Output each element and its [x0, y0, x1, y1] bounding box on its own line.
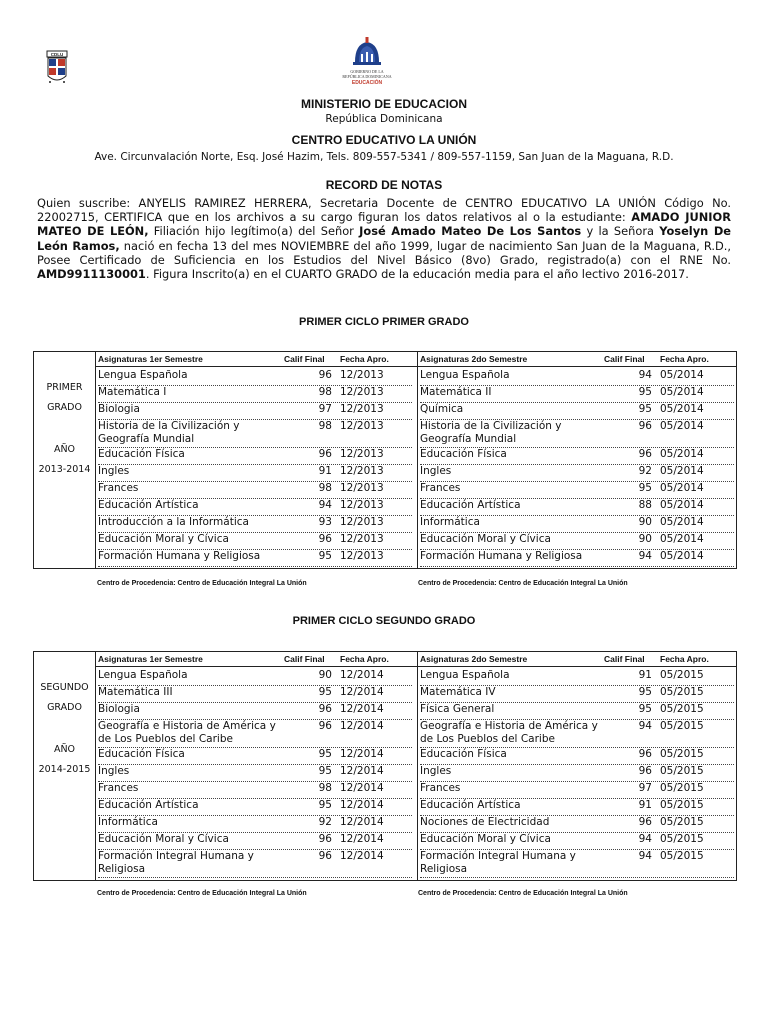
- table-row: [98, 419, 412, 448]
- final-grade: 94: [638, 720, 652, 732]
- approval-date: 05/2015: [660, 799, 704, 811]
- subject-name: Educación Artística: [420, 499, 521, 511]
- subject-name: Formación Humana y Religiosa: [98, 550, 261, 562]
- grade-label-ano: AÑO: [53, 444, 76, 455]
- subject-name: Lengua Española: [98, 369, 188, 381]
- table-row: [420, 385, 734, 403]
- final-grade: 92: [638, 465, 652, 477]
- table-row: [420, 481, 734, 499]
- subject-name: Frances: [98, 782, 139, 794]
- table-row: [98, 719, 412, 748]
- government-seal: [331, 36, 403, 90]
- school-name: CENTRO EDUCATIVO LA UNIÓN: [291, 133, 477, 147]
- grade-label-ano: AÑO: [53, 744, 76, 755]
- subject-name: Educación Moral y Cívica: [98, 833, 229, 845]
- subject-name: Matemática I: [98, 386, 167, 398]
- document-title: RECORD DE NOTAS: [325, 178, 443, 192]
- subject-name: Lengua Española: [98, 669, 188, 681]
- final-grade: 95: [318, 550, 332, 562]
- final-grade: 94: [318, 499, 332, 511]
- approval-date: 05/2014: [660, 465, 704, 477]
- school-address: Ave. Circunvalación Norte, Esq. José Hazim, Tels. 809-557-5341 / 809-557-1159, San Juan de la Maguana, R.D.: [94, 151, 674, 163]
- subject-name: Frances: [420, 782, 461, 794]
- subject-name: Formación Humana y Religiosa: [420, 550, 583, 562]
- semester-divider: [417, 652, 418, 880]
- table-row: [420, 549, 734, 567]
- cert-part-3: y la Señora: [581, 224, 660, 239]
- subject-name: Historia de la Civilización y Geografía Mundial: [420, 420, 562, 445]
- table-row: [420, 668, 734, 686]
- subject-name: Ingles: [420, 765, 452, 777]
- subject-name: Formación Integral Humana y Religiosa: [98, 850, 254, 875]
- header-subjects-sem1: Asignaturas 1er Semestre: [98, 654, 203, 664]
- approval-date: 05/2014: [660, 448, 704, 460]
- final-grade: 95: [318, 799, 332, 811]
- ministry-title: MINISTERIO DE EDUCACION: [300, 97, 467, 111]
- seal-line-2: REPÚBLICA DOMINICANA: [342, 73, 392, 79]
- approval-date: 12/2014: [340, 833, 384, 845]
- student-name: AMADO JUNIOR MATEO DE LEÓN,: [37, 210, 731, 239]
- header-underline: [95, 666, 736, 667]
- grade2-procedencia-1: Centro de Procedencia: Centro de Educación Integral La Unión: [97, 890, 307, 897]
- grade1-procedencia-2: Centro de Procedencia: Centro de Educación Integral La Unión: [418, 580, 628, 587]
- final-grade: 98: [318, 782, 332, 794]
- seal-line-3: EDUCACIÓN: [351, 80, 383, 86]
- subject-name: Educación Moral y Cívica: [420, 533, 551, 545]
- final-grade: 95: [638, 386, 652, 398]
- final-grade: 94: [638, 850, 652, 862]
- header-subjects-sem2: Asignaturas 2do Semestre: [420, 354, 528, 364]
- approval-date: 05/2015: [660, 748, 704, 760]
- subject-name: Educación Física: [98, 748, 185, 760]
- final-grade: 96: [318, 369, 332, 381]
- final-grade: 90: [638, 533, 652, 545]
- final-grade: 96: [638, 816, 652, 828]
- subject-name: Lengua Española: [420, 369, 510, 381]
- final-grade: 96: [318, 720, 332, 732]
- approval-date: 05/2015: [660, 686, 704, 698]
- final-grade: 98: [318, 420, 332, 432]
- grade2-table: [33, 651, 737, 881]
- subject-name: Biologia: [98, 703, 140, 715]
- table-row: [98, 764, 412, 782]
- subject-name: Educación Artística: [98, 799, 199, 811]
- approval-date: 12/2013: [340, 369, 384, 381]
- approval-date: 12/2014: [340, 720, 384, 732]
- grade-label-years: 2013-2014: [38, 464, 91, 475]
- table-row: [420, 447, 734, 465]
- header-subjects-sem2: Asignaturas 2do Semestre: [420, 654, 528, 664]
- table-row: [98, 798, 412, 816]
- approval-date: 12/2014: [340, 748, 384, 760]
- subject-name: Matemática II: [420, 386, 492, 398]
- table-row: [420, 702, 734, 720]
- table-row: [420, 832, 734, 850]
- final-grade: 96: [638, 420, 652, 432]
- approval-date: 12/2014: [340, 703, 384, 715]
- table-row: [98, 685, 412, 703]
- approval-date: 12/2013: [340, 386, 384, 398]
- table-row: [98, 832, 412, 850]
- table-row: [420, 685, 734, 703]
- table-row: [98, 532, 412, 550]
- approval-date: 05/2015: [660, 850, 704, 862]
- grade-label-years: 2014-2015: [38, 764, 91, 775]
- table-row: [98, 368, 412, 386]
- approval-date: 12/2014: [340, 816, 384, 828]
- seal-line-1: GOBIERNO DE LA: [350, 69, 384, 74]
- approval-date: 05/2014: [660, 403, 704, 415]
- table-row: [98, 815, 412, 833]
- final-grade: 98: [318, 482, 332, 494]
- header-fecha-sem2: Fecha Apro.: [660, 354, 709, 364]
- table-row: [98, 402, 412, 420]
- approval-date: 05/2014: [660, 516, 704, 528]
- subject-name: Ingles: [98, 765, 130, 777]
- approval-date: 05/2014: [660, 386, 704, 398]
- subject-name: Lengua Española: [420, 669, 510, 681]
- cert-part-4: nació en fecha 13 del mes NOVIEMBRE del año 1999, lugar de nacimiento San Juan de la Maguana, R.D., Posee Certificado de Suficiencia en los Estudios del Nivel Básico (8vo) Grado, registrado(a) con el RNE No.: [37, 238, 731, 267]
- subject-name: Formación Integral Humana y Religiosa: [420, 850, 576, 875]
- table-row: [98, 747, 412, 765]
- subject-name: Ingles: [98, 465, 130, 477]
- approval-date: 12/2013: [340, 420, 384, 432]
- approval-date: 12/2014: [340, 782, 384, 794]
- table-row: [98, 447, 412, 465]
- approval-date: 05/2015: [660, 720, 704, 732]
- subject-name: Educación Moral y Cívica: [98, 533, 229, 545]
- approval-date: 05/2014: [660, 369, 704, 381]
- approval-date: 12/2014: [340, 850, 384, 862]
- certificate-text: [37, 196, 731, 281]
- header-subjects-sem1: Asignaturas 1er Semestre: [98, 354, 203, 364]
- subject-name: Matemática III: [98, 686, 173, 698]
- final-grade: 95: [318, 686, 332, 698]
- table-row: [420, 368, 734, 386]
- final-grade: 95: [318, 765, 332, 777]
- final-grade: 96: [318, 833, 332, 845]
- approval-date: 05/2014: [660, 482, 704, 494]
- table-row: [98, 849, 412, 878]
- table-row: [420, 849, 734, 878]
- table-row: [98, 464, 412, 482]
- approval-date: 12/2013: [340, 516, 384, 528]
- table-row: [420, 419, 734, 448]
- grade-label-grade1: PRIMER: [46, 382, 83, 393]
- grade2-title: PRIMER CICLO SEGUNDO GRADO: [292, 615, 476, 627]
- approval-date: 05/2014: [660, 420, 704, 432]
- mother-name: Yoselyn De León Ramos,: [37, 224, 732, 253]
- table-row: [420, 747, 734, 765]
- cert-part-5: . Figura Inscrito(a) en el CUARTO GRADO de la educación media para el año lectivo 2016-2017.: [145, 267, 689, 282]
- table-row: [420, 515, 734, 533]
- header-calif-sem2: Calif Final: [604, 654, 645, 664]
- header-fecha-sem1: Fecha Apro.: [340, 654, 389, 664]
- cert-part-2: Filiación hijo legítimo(a) del Señor: [148, 224, 360, 239]
- school-logo-text: CDLU: [50, 52, 64, 57]
- approval-date: 12/2013: [340, 465, 384, 477]
- subject-name: Geografía e Historia de América y de Los Pueblos del Caribe: [98, 720, 276, 745]
- final-grade: 97: [318, 403, 332, 415]
- subject-name: Frances: [420, 482, 461, 494]
- table-row: [420, 781, 734, 799]
- approval-date: 05/2015: [660, 765, 704, 777]
- final-grade: 94: [638, 369, 652, 381]
- grade-label-grade1: SEGUNDO: [40, 682, 89, 693]
- final-grade: 96: [318, 850, 332, 862]
- subject-name: Nociones de Electricidad: [420, 816, 550, 828]
- table-row: [420, 798, 734, 816]
- table-row: [98, 385, 412, 403]
- header-fecha-sem2: Fecha Apro.: [660, 654, 709, 664]
- table-row: [420, 764, 734, 782]
- approval-date: 12/2013: [340, 403, 384, 415]
- approval-date: 05/2015: [660, 669, 704, 681]
- final-grade: 95: [318, 748, 332, 760]
- rne-number: AMD9911130001: [37, 267, 146, 282]
- final-grade: 97: [638, 782, 652, 794]
- header-calif-sem2: Calif Final: [604, 354, 645, 364]
- subject-name: Educación Moral y Cívica: [420, 833, 551, 845]
- grade-label-grade2: GRADO: [47, 402, 82, 413]
- final-grade: 96: [638, 748, 652, 760]
- subject-name: Educación Artística: [98, 499, 199, 511]
- table-row: [98, 702, 412, 720]
- header-calif-sem1: Calif Final: [284, 354, 325, 364]
- final-grade: 96: [318, 448, 332, 460]
- approval-date: 05/2014: [660, 499, 704, 511]
- father-name: José Amado Mateo De Los Santos: [359, 224, 582, 239]
- final-grade: 95: [638, 403, 652, 415]
- school-logo: [46, 50, 68, 86]
- final-grade: 94: [638, 833, 652, 845]
- final-grade: 91: [638, 669, 652, 681]
- header-calif-sem1: Calif Final: [284, 654, 325, 664]
- approval-date: 05/2015: [660, 703, 704, 715]
- final-grade: 96: [638, 765, 652, 777]
- approval-date: 12/2013: [340, 550, 384, 562]
- final-grade: 94: [638, 550, 652, 562]
- table-row: [98, 481, 412, 499]
- final-grade: 92: [318, 816, 332, 828]
- subject-name: Química: [420, 403, 464, 415]
- approval-date: 12/2013: [340, 533, 384, 545]
- table-row: [420, 498, 734, 516]
- grade-label-column: [34, 652, 96, 880]
- final-grade: 96: [318, 533, 332, 545]
- table-row: [98, 515, 412, 533]
- subject-name: Educación Física: [420, 448, 507, 460]
- table-row: [98, 781, 412, 799]
- subject-name: Física General: [420, 703, 495, 715]
- approval-date: 05/2015: [660, 782, 704, 794]
- approval-date: 12/2013: [340, 448, 384, 460]
- grade-label-column: [34, 352, 96, 568]
- subject-name: Frances: [98, 482, 139, 494]
- approval-date: 05/2014: [660, 550, 704, 562]
- subject-name: Ingles: [420, 465, 452, 477]
- dome-icon: [347, 36, 387, 66]
- grade1-procedencia-1: Centro de Procedencia: Centro de Educación Integral La Unión: [97, 580, 307, 587]
- header-fecha-sem1: Fecha Apro.: [340, 354, 389, 364]
- header-underline: [95, 366, 736, 367]
- final-grade: 93: [318, 516, 332, 528]
- subject-name: Biologia: [98, 403, 140, 415]
- approval-date: 12/2014: [340, 765, 384, 777]
- table-row: [420, 464, 734, 482]
- final-grade: 95: [638, 482, 652, 494]
- table-row: [98, 549, 412, 567]
- subject-name: Educación Física: [98, 448, 185, 460]
- subject-name: Geografía e Historia de América y de Los Pueblos del Caribe: [420, 720, 598, 745]
- grade2-procedencia-2: Centro de Procedencia: Centro de Educación Integral La Unión: [418, 890, 628, 897]
- country-name: República Dominicana: [325, 113, 443, 125]
- approval-date: 05/2014: [660, 533, 704, 545]
- table-row: [98, 668, 412, 686]
- subject-name: Matemática IV: [420, 686, 496, 698]
- subject-name: Introducción a la Informática: [98, 516, 249, 528]
- approval-date: 12/2013: [340, 499, 384, 511]
- grade1-table: [33, 351, 737, 569]
- final-grade: 96: [638, 448, 652, 460]
- semester-divider: [417, 352, 418, 568]
- subject-name: Informática: [420, 516, 480, 528]
- final-grade: 95: [638, 703, 652, 715]
- approval-date: 12/2014: [340, 799, 384, 811]
- grade-label-grade2: GRADO: [47, 702, 82, 713]
- final-grade: 88: [638, 499, 652, 511]
- final-grade: 91: [318, 465, 332, 477]
- approval-date: 05/2015: [660, 816, 704, 828]
- table-row: [98, 498, 412, 516]
- subject-name: Educación Física: [420, 748, 507, 760]
- final-grade: 90: [318, 669, 332, 681]
- final-grade: 95: [638, 686, 652, 698]
- cert-part-1: Quien suscribe: ANYELIS RAMIREZ HERRERA, Secretaria Docente de CENTRO EDUCATIVO LA UNIÓN Código No. 22002715, CERTIFICA que en los archivos a su cargo figuran los datos relativos al o la estudiante:: [37, 196, 731, 225]
- final-grade: 91: [638, 799, 652, 811]
- final-grade: 90: [638, 516, 652, 528]
- table-row: [420, 719, 734, 748]
- subject-name: Informática: [98, 816, 158, 828]
- table-row: [420, 532, 734, 550]
- approval-date: 05/2015: [660, 833, 704, 845]
- table-row: [420, 402, 734, 420]
- table-row: [420, 815, 734, 833]
- grade1-title: PRIMER CICLO PRIMER GRADO: [299, 316, 469, 328]
- approval-date: 12/2013: [340, 482, 384, 494]
- final-grade: 98: [318, 386, 332, 398]
- final-grade: 96: [318, 703, 332, 715]
- approval-date: 12/2014: [340, 686, 384, 698]
- subject-name: Educación Artística: [420, 799, 521, 811]
- approval-date: 12/2014: [340, 669, 384, 681]
- subject-name: Historia de la Civilización y Geografía Mundial: [98, 420, 240, 445]
